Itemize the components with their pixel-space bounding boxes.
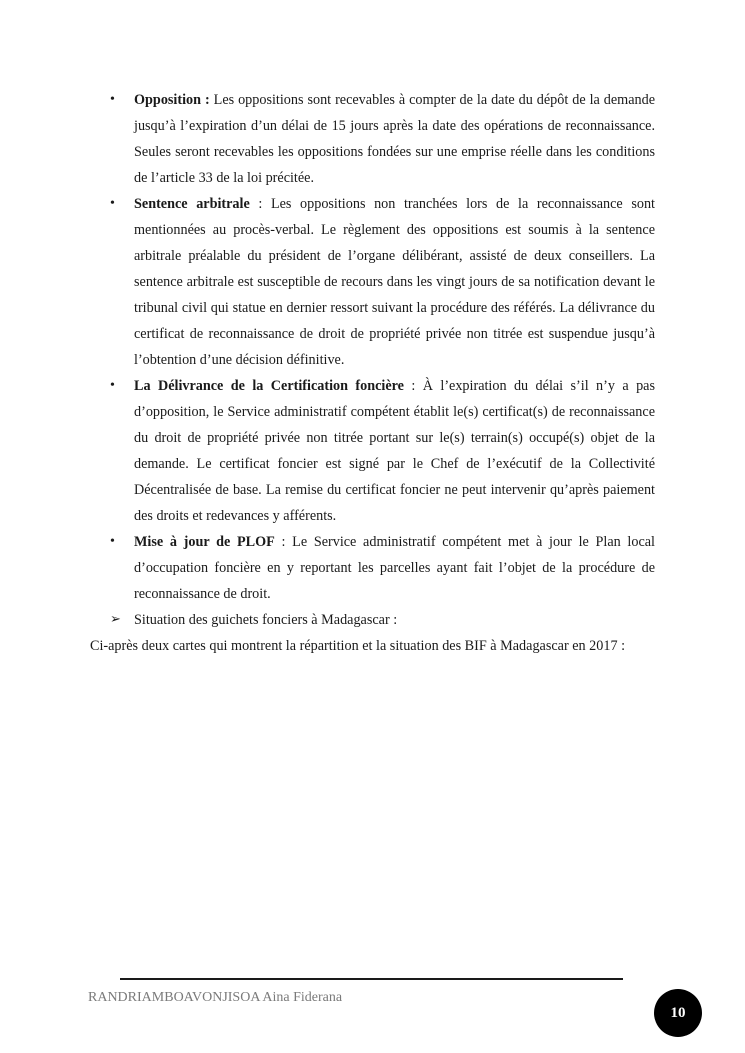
list-item-opposition — [88, 87, 655, 191]
bullet-icon: • — [110, 534, 115, 549]
bullet-icon: • — [110, 92, 115, 107]
document-body — [88, 87, 655, 659]
list-item-term: La Délivrance de la Certification foncière — [134, 378, 404, 394]
section-heading-text: Situation des guichets fonciers à Madagascar : — [134, 612, 398, 628]
bullet-icon: • — [110, 196, 115, 211]
section-heading-guichets-fonciers — [88, 607, 655, 633]
list-item-text: : À l’expiration du délai s’il n’y a pas d’opposition, le Service administratif compétent établit le(s) certificat(s) de reconnaissance du droit de propriété privée non titrée portant sur le(s) terrain(s) occupé(s) objet de la demande. Le certificat foncier est signé par le Chef de l’exécutif de la Collectivité Décentralisée de base. La remise du certificat foncier ne peut intervenir qu’après paiement des droits et redevances y afférents. — [134, 378, 655, 524]
list-item-term: Mise à jour de PLOF — [134, 534, 275, 550]
list-item-mise-a-jour-plof — [88, 529, 655, 607]
list-item-sentence-arbitrale — [88, 191, 655, 373]
list-item-delivrance-certification — [88, 373, 655, 529]
page-number-badge: 10 — [654, 989, 702, 1037]
footer-author: RANDRIAMBOAVONJISOA Aina Fiderana — [88, 990, 343, 1005]
list-item-term: Opposition : — [134, 92, 210, 108]
bullet-icon: • — [110, 378, 115, 393]
intro-paragraph: Ci-après deux cartes qui montrent la répartition et la situation des BIF à Madagascar en 2017 : — [90, 638, 626, 654]
arrow-bullet-icon: ➢ — [110, 612, 121, 627]
list-item-text: : Les oppositions non tranchées lors de la reconnaissance sont mentionnées au procès-verbal. Le règlement des oppositions est soumis à la sentence arbitrale préalable du président de l’organe délibérant, assisté de deux conseillers. La sentence arbitrale est susceptible de recours dans les vingt jours de sa notification devant le tribunal civil qui statue en dernier ressort suivant la procédure des référés. La délivrance du certificat de reconnaissance de droit de propriété privée non titrée est suspendue jusqu’à l’obtention d’une décision définitive. — [134, 196, 655, 368]
footer-divider — [120, 978, 623, 980]
list-item-text: Les oppositions sont recevables à compter de la date du dépôt de la demande jusqu’à l’expiration d’un délai de 15 jours après la date des opérations de reconnaissance. Seules seront recevables les oppositions fondées sur une emprise réelle dans les conditions de l’article 33 de la loi précitée. — [134, 92, 655, 186]
list-item-text: : Le Service administratif compétent met à jour le Plan local d’occupation foncière en y reportant les parcelles ayant fait l’objet de la procédure de reconnaissance de droit. — [134, 534, 655, 602]
list-item-term: Sentence arbitrale — [134, 196, 250, 212]
